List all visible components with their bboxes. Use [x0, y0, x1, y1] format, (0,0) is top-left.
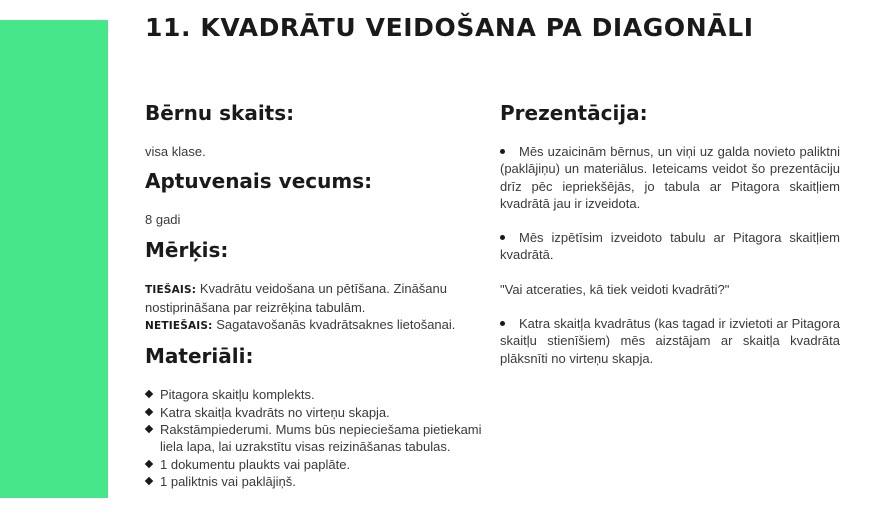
materials-list	[145, 386, 490, 490]
age-value: 8 gadi	[145, 212, 181, 228]
diamond-bullet-icon	[145, 425, 153, 433]
children-count-value: visa klase.	[145, 144, 206, 159]
diamond-bullet-icon	[145, 408, 153, 416]
accent-bar	[0, 20, 108, 498]
list-item	[145, 386, 490, 403]
right-column	[500, 98, 840, 367]
presentation-paragraph-2	[500, 229, 840, 264]
materials-heading: Materiāli:	[145, 344, 254, 369]
presentation-quote: "Vai atceraties, kā tiek veidoti kvadrāti?"	[500, 281, 730, 297]
diamond-bullet-icon	[145, 477, 153, 485]
bullet-dot-icon	[500, 149, 505, 154]
children-count-heading: Bērnu skaits:	[145, 101, 295, 125]
goal-direct	[145, 280, 490, 317]
bullet-dot-icon	[500, 235, 505, 240]
list-item	[145, 404, 490, 421]
list-item	[145, 421, 490, 456]
list-item	[145, 456, 490, 473]
left-column	[145, 98, 490, 490]
presentation-paragraph-1	[500, 143, 840, 212]
list-item-text: Rakstāmpiederumi. Mums būs nepieciešama pietiekami liela lapa, lai uzrakstītu visas reizināšanas tabulas.	[160, 422, 482, 455]
goal-direct-text: Kvadrātu veidošana un pētīšana. Zināšanu nostiprināšana par reizrēķina tabulām.	[145, 280, 447, 315]
bullet-dot-icon	[500, 321, 505, 326]
paragraph-text: Mēs uzaicinām bērnus, un viņi uz galda novieto paliktni (paklājiņu) un materiālus. Ieteicams veidot šo prezentāciju drīz pēc iepriekšējās, jo tabula ar Pitagora skaitļiem kvadrātā jau ir izveidota.	[500, 144, 840, 211]
presentation-paragraph-3	[500, 315, 840, 367]
list-item-text: Pitagora skaitļu komplekts.	[160, 387, 315, 403]
list-item-text: 1 dokumentu plaukts vai paplāte.	[160, 456, 351, 472]
diamond-bullet-icon	[145, 390, 153, 398]
paragraph-text: Katra skaitļa kvadrātus (kas tagad ir izvietoti ar Pitagora skaitļu stienīšiem) mēs aizstājam ar skaitļa kvadrāta plāksnīti no virteņu skapja.	[500, 316, 840, 366]
list-item-text: 1 paliktnis vai paklājiņš.	[160, 473, 296, 489]
paragraph-text: Mēs izpētīsim izveidoto tabulu ar Pitagora skaitļiem kvadrātā.	[500, 230, 840, 263]
age-heading: Aptuvenais vecums:	[145, 169, 373, 194]
list-item	[145, 473, 490, 490]
goal-direct-label: TIEŠAIS:	[145, 283, 197, 296]
goal-indirect	[145, 316, 490, 335]
diamond-bullet-icon	[145, 459, 153, 467]
goal-heading: Mērķis:	[145, 237, 229, 262]
presentation-heading: Prezentācija:	[500, 101, 648, 125]
list-item-text: Katra skaitļa kvadrāts no virteņu skapja.	[160, 404, 390, 420]
goal-indirect-label: NETIEŠAIS:	[145, 320, 213, 333]
page-title: 11. KVADRĀTU VEIDOŠANA PA DIAGONĀLI	[145, 13, 754, 42]
goal-indirect-text: Sagatavošanās kvadrātsaknes lietošanai.	[216, 317, 456, 333]
